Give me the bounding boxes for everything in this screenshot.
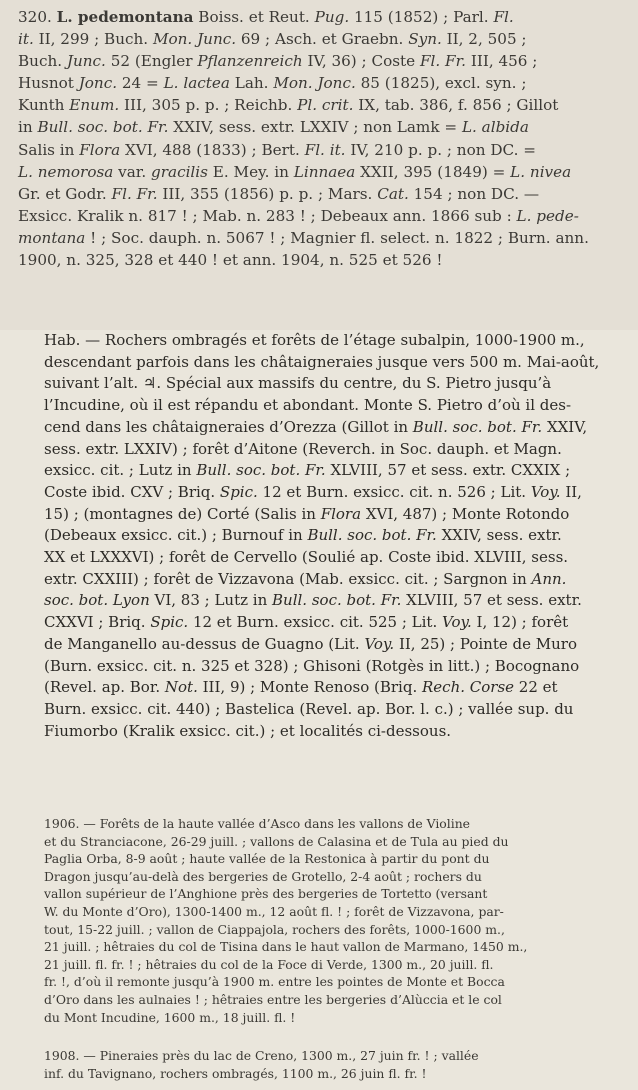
observations-1908-paragraph xyxy=(18,1047,622,1082)
italic-reference: L. albida xyxy=(461,118,529,137)
italic-reference: Junc. xyxy=(66,52,106,71)
observation-line: d’Oro dans les aulnaies ! ; hêtraies entre les bergeries d’Alùccia et le col xyxy=(44,991,502,1007)
habitat-line: (Burn. exsicc. cit. n. 325 et 328) ; Ghisoni (Rotgès in litt.) ; Bocognano xyxy=(44,656,580,675)
observation-line: inf. du Tavignano, rochers ombragés, 1100 m., 26 juin fl. fr. ! xyxy=(44,1065,427,1081)
italic-reference: Linnaea xyxy=(293,162,356,181)
italic-reference: Cat. xyxy=(377,184,409,203)
observation-line: fr. !, d’où il remonte jusqu’à 1900 m. entre les pointes de Monte et Bocca xyxy=(44,974,505,990)
italic-reference: Spic. xyxy=(219,482,258,501)
synonymy-line: Husnot Jonc. 24 = L. lactea Lah. Mon. Jonc. 85 (1825), excl. syn. ; xyxy=(18,74,527,93)
observation-line: 21 juill. ; hêtraies du col de Tisina dans le haut vallon de Marmano, 1450 m., xyxy=(44,939,528,955)
synonymy-line: Kunth Enum. III, 305 p. p. ; Reichb. Pl. crit. IX, tab. 386, f. 856 ; Gillot xyxy=(18,96,559,115)
habitat-line: sess. extr. LXXIV) ; forêt d’Aitone (Reverch. in Soc. dauph. et Magn. xyxy=(44,439,562,458)
italic-reference: Fl. Fr. xyxy=(111,184,158,203)
observation-line: 1906. — Forêts de la haute vallée d’Asco dans les vallons de Violine xyxy=(44,816,471,831)
habitat-line: extr. CXXIII) ; forêt de Vizzavona (Mab. exsicc. cit. ; Sargnon in Ann. xyxy=(44,569,567,588)
italic-reference: Syn. xyxy=(408,30,442,49)
synonymy-line-0-rest: Boiss. et Reut. Pug. 115 (1852) ; Parl. Fl. xyxy=(198,8,514,26)
italic-reference: Bull. soc. bot. Fr. xyxy=(196,461,326,480)
italic-reference: it. xyxy=(18,30,34,49)
italic-reference: Voy. xyxy=(364,634,395,653)
synonymy-line: 1900, n. 325, 328 et 440 ! et ann. 1904, n. 525 et 526 ! xyxy=(18,251,443,270)
italic-reference: Mon. Jonc. xyxy=(273,74,356,93)
observation-line: W. du Monte d’Oro), 1300-1400 m., 12 août fl. ! ; forêt de Vizzavona, par- xyxy=(44,903,504,919)
italic-reference: gracilis xyxy=(151,162,208,181)
synonymy-line: in Bull. soc. bot. Fr. XXIV, sess. extr. LXXIV ; non Lamk = L. albida xyxy=(18,118,529,137)
italic-reference: Bull. soc. bot. Fr. xyxy=(272,591,402,610)
italic-reference: Pl. crit. xyxy=(297,96,354,115)
synonymy-line: Gr. et Godr. Fl. Fr. III, 355 (1856) p. p. ; Mars. Cat. 154 ; non DC. — xyxy=(18,184,540,203)
synonymy-line: it. II, 299 ; Buch. Mon. Junc. 69 ; Asch. et Graebn. Syn. II, 2, 505 ; xyxy=(18,30,527,49)
observation-line: vallon supérieur de l’Anghione près des bergeries de Tortetto (versant xyxy=(44,886,488,902)
italic-reference: Voy. xyxy=(530,482,561,501)
italic-reference: Ann. xyxy=(531,569,567,588)
italic-reference: Pug. xyxy=(314,8,350,26)
synonymy-line: Salis in Flora XVI, 488 (1833) ; Bert. Fl. it. IV, 210 p. p. ; non DC. = xyxy=(18,140,536,159)
italic-reference: Jonc. xyxy=(78,74,118,93)
habitat-line: XX et LXXXVI) ; forêt de Cervello (Soulié ap. Coste ibid. XLVIII, sess. xyxy=(44,548,569,567)
habitat-line: de Manganello au-dessus de Guagno (Lit. Voy. II, 25) ; Pointe de Muro xyxy=(44,634,577,653)
habitat-line: 15) ; (montagnes de) Corté (Salis in Flora XVI, 487) ; Monte Rotondo xyxy=(44,504,570,523)
habitat-paragraph xyxy=(18,330,622,742)
italic-reference: montana xyxy=(18,228,86,247)
italic-reference: Fl. xyxy=(493,8,514,26)
italic-reference: soc. bot. Lyon xyxy=(44,591,150,610)
italic-reference: Not. xyxy=(164,678,198,697)
italic-reference: Enum. xyxy=(69,96,120,115)
synonymy-line: Buch. Junc. 52 (Engler Pflanzenreich IV, 36) ; Coste Fl. Fr. III, 456 ; xyxy=(18,52,538,71)
species-name: L. pedemontana xyxy=(56,8,194,26)
habitat-line: CXXVI ; Briq. Spic. 12 et Burn. exsicc. cit. 525 ; Lit. Voy. I, 12) ; forêt xyxy=(44,613,569,632)
italic-reference: Spic. xyxy=(150,613,189,632)
habitat-line: Fiumorbo (Kralik exsicc. cit.) ; et localités ci-dessous. xyxy=(44,721,452,740)
habitat-line: (Revel. ap. Bor. Not. III, 9) ; Monte Renoso (Briq. Rech. Corse 22 et xyxy=(44,678,558,697)
italic-reference: L. pede- xyxy=(516,206,579,225)
italic-reference: Bull. soc. bot. Fr. xyxy=(412,417,543,436)
italic-reference: Pflanzenreich xyxy=(197,52,303,71)
italic-reference: Flora xyxy=(79,140,121,159)
habitat-line: cend dans les châtaigneraies d’Orezza (Gillot in Bull. soc. bot. Fr. XXIV, xyxy=(44,417,588,436)
habitat-line: l’Incudine, où il est répandu et abondant. Monte S. Pietro d’où il des- xyxy=(44,396,572,415)
observation-line: 1908. — Pineraies près du lac de Creno, 1300 m., 27 juin fr. ! ; vallée xyxy=(44,1048,479,1063)
observation-line: et du Stranciacone, 26-29 juill. ; vallons de Calasina et de Tula au pied du xyxy=(44,833,509,849)
habitat-line: (Debeaux exsicc. cit.) ; Burnouf in Bull. soc. bot. Fr. XXIV, sess. extr. xyxy=(44,526,562,545)
observation-line: Dragon jusqu’au-delà des bergeries de Grotello, 2-4 août ; rochers du xyxy=(44,868,482,884)
synonymy-line: montana ! ; Soc. dauph. n. 5067 ! ; Magnier fl. select. n. 1822 ; Burn. ann. xyxy=(18,228,589,247)
observation-line: 21 juill. fl. fr. ! ; hêtraies du col de la Foce di Verde, 1300 m., 20 juill. fl. xyxy=(44,956,494,972)
italic-reference: Rech. Corse xyxy=(422,678,515,697)
italic-reference: L. nemorosa xyxy=(18,162,114,181)
observation-line: du Mont Incudine, 1600 m., 18 juill. fl. ! xyxy=(44,1009,296,1025)
synonymy-paragraph xyxy=(18,6,622,271)
habitat-line: suivant l’alt. ♃. Spécial aux massifs du centre, du S. Pietro jusqu’à xyxy=(44,374,552,393)
italic-reference: Voy. xyxy=(442,613,472,632)
italic-reference: Bull. soc. bot. Fr. xyxy=(37,118,169,137)
italic-reference: Mon. Junc. xyxy=(152,30,237,49)
synonymy-line xyxy=(18,6,622,28)
observation-line: Paglia Orba, 8-9 août ; haute vallée de la Restonica à partir du pont du xyxy=(44,851,490,867)
italic-reference: Fl. it. xyxy=(304,140,346,159)
habitat-line: Coste ibid. CXV ; Briq. Spic. 12 et Burn. exsicc. cit. n. 526 ; Lit. Voy. II, xyxy=(44,482,582,501)
italic-reference: Flora xyxy=(320,504,362,523)
habitat-line: Hab. — Rochers ombragés et forêts de l’étage subalpin, 1000-1900 m., xyxy=(44,331,585,349)
synonymy-line: L. nemorosa var. gracilis E. Mey. in Linnaea XXII, 395 (1849) = L. nivea xyxy=(18,162,572,181)
habitat-line: Burn. exsicc. cit. 440) ; Bastelica (Revel. ap. Bor. l. c.) ; vallée sup. du xyxy=(44,699,574,718)
synonymy-line: Exsicc. Kralik n. 817 ! ; Mab. n. 283 ! ; Debeaux ann. 1866 sub : L. pede- xyxy=(18,206,579,225)
italic-reference: Fl. Fr. xyxy=(419,52,466,71)
habitat-line: descendant parfois dans les châtaigneraies jusque vers 500 m. Mai-août, xyxy=(44,352,600,371)
italic-reference: L. nivea xyxy=(510,162,572,181)
italic-reference: L. lactea xyxy=(163,74,230,93)
observations-1906-paragraph xyxy=(18,815,622,1026)
habitat-line: soc. bot. Lyon VI, 83 ; Lutz in Bull. soc. bot. Fr. XLVIII, 57 et sess. extr. xyxy=(44,591,582,610)
habitat-line: exsicc. cit. ; Lutz in Bull. soc. bot. Fr. XLVIII, 57 et sess. extr. CXXIX ; xyxy=(44,461,571,480)
italic-reference: Bull. soc. bot. Fr. xyxy=(307,526,437,545)
observation-line: tout, 15-22 juill. ; vallon de Ciappajola, rochers des forêts, 1000-1600 m., xyxy=(44,921,505,937)
species-number: 320. xyxy=(18,8,52,26)
